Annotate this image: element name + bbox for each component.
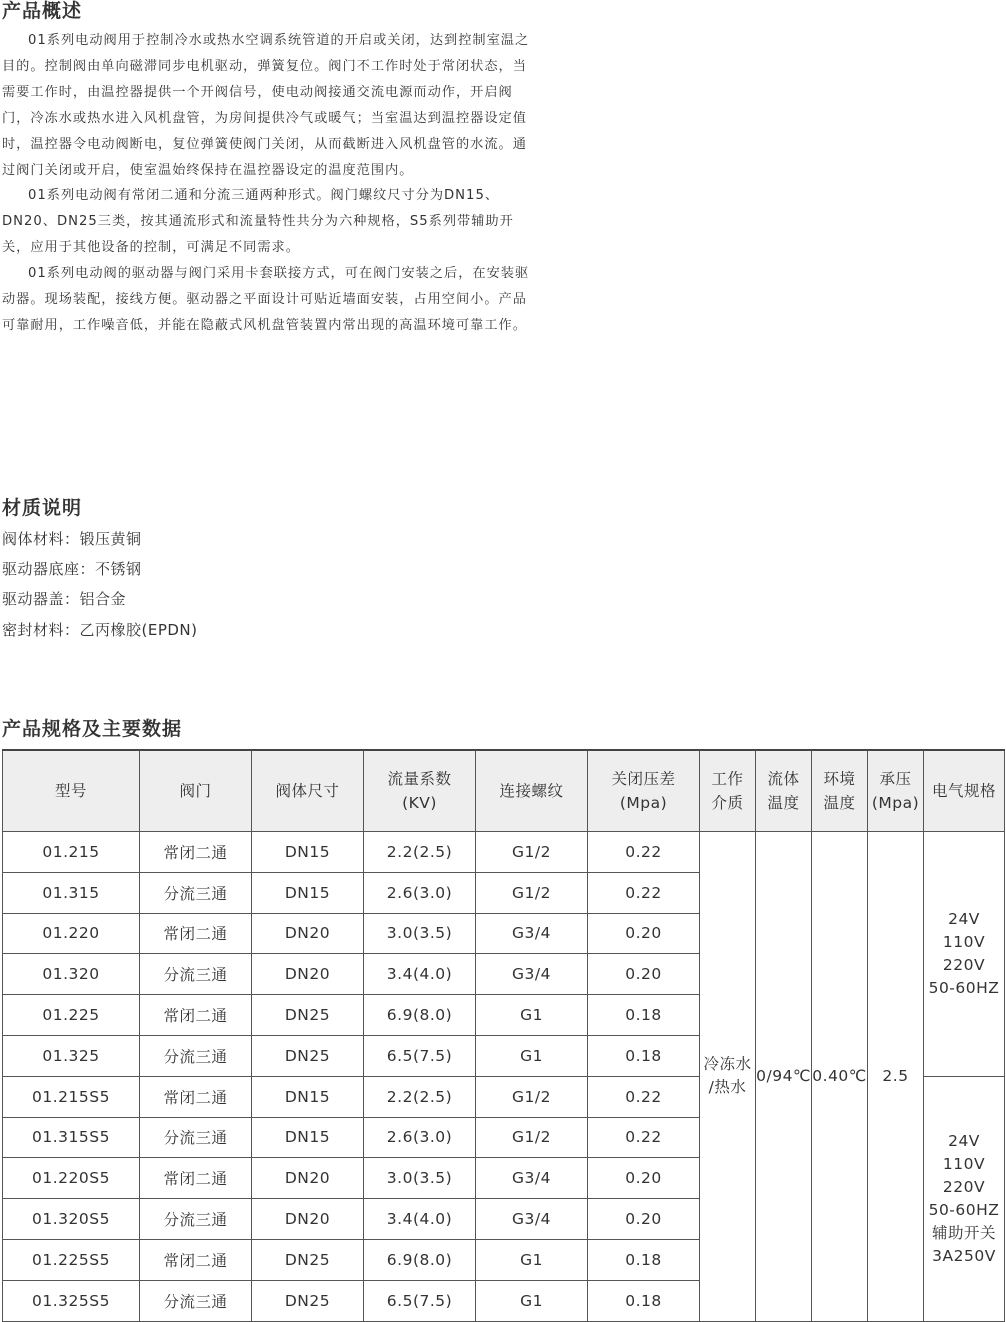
header-pressure-line2: (Mpa) <box>619 794 668 812</box>
electrical-line: 110V <box>942 1154 986 1173</box>
spec-header-row <box>3 750 1005 832</box>
header-model: 型号 <box>3 750 140 832</box>
cell-valve: 分流三通 <box>140 954 252 995</box>
cell-thread: G1 <box>476 995 588 1036</box>
cell-size: DN25 <box>252 995 364 1036</box>
cell-thread: G1 <box>476 1035 588 1076</box>
cell-thread: G3/4 <box>476 913 588 954</box>
cell-thread: G1/2 <box>476 872 588 913</box>
header-pressure <box>588 750 700 832</box>
cell-pressure: 0.22 <box>588 1076 700 1117</box>
cell-valve: 常闭二通 <box>140 995 252 1036</box>
cell-model: 01.315 <box>3 872 140 913</box>
header-pressure-line1: 关闭压差 <box>611 770 676 788</box>
cell-valve: 常闭二通 <box>140 1158 252 1199</box>
cell-size: DN20 <box>252 913 364 954</box>
table-row <box>3 832 1005 873</box>
cell-model: 01.320 <box>3 954 140 995</box>
cell-model: 01.225S5 <box>3 1239 140 1280</box>
cell-size: DN15 <box>252 832 364 873</box>
cell-thread: G3/4 <box>476 954 588 995</box>
header-kv-line1: 流量系数 <box>387 770 452 788</box>
materials-title: 材质说明 <box>2 497 83 519</box>
medium-line2: /热水 <box>708 1078 747 1097</box>
cell-ambient-temp: 0.40℃ <box>812 832 868 1322</box>
cell-model: 01.225 <box>3 995 140 1036</box>
cell-bearing-pressure: 2.5 <box>868 832 924 1322</box>
header-bearing-line2: (Mpa) <box>871 794 920 812</box>
overview-paragraph: 01系列电动阀有常闭二通和分流三通两种形式。阀门螺纹尺寸分为DN15、DN20、DN25三类，按其通流形式和流量特性共分为六种规格，S5系列带辅助开关，应用于其他设备的控制，可满足不同需求。 <box>2 188 514 256</box>
header-electrical: 电气规格 <box>924 750 1005 832</box>
header-medium <box>700 750 756 832</box>
cell-thread: G1/2 <box>476 832 588 873</box>
cell-size: DN20 <box>252 1158 364 1199</box>
cell-size: DN20 <box>252 1199 364 1240</box>
spec-table <box>2 749 1005 1322</box>
overview-paragraph: 01系列电动阀用于控制冷水或热水空调系统管道的开启或关闭，达到控制室温之目的。控制阀由单向磁滞同步电机驱动，弹簧复位。阀门不工作时处于常闭状态，当需要工作时，由温控器提供一个开阀信号，使电动阀接通交流电源而动作，开启阀门，冷冻水或热水进入风机盘管，为房间提供冷气或暖气；当室温达到温控器设定值时，温控器令电动阀断电，复位弹簧使阀门关闭，从而截断进入风机盘管的水流。通过阀门关闭或开启，使室温始终保持在温控器设定的温度范围内。 <box>2 33 530 178</box>
header-kv-line2: (KV) <box>402 794 437 812</box>
cell-pressure: 0.18 <box>588 995 700 1036</box>
materials-list <box>2 524 198 645</box>
cell-model: 01.215 <box>3 832 140 873</box>
overview-description <box>2 28 532 339</box>
electrical-line: 220V <box>942 955 986 974</box>
cell-valve: 分流三通 <box>140 1035 252 1076</box>
header-bearing-line1: 承压 <box>879 770 912 788</box>
cell-thread: G3/4 <box>476 1199 588 1240</box>
cell-kv: 6.9(8.0) <box>364 995 476 1036</box>
cell-medium <box>700 832 756 1322</box>
cell-thread: G3/4 <box>476 1158 588 1199</box>
cell-valve: 分流三通 <box>140 1199 252 1240</box>
cell-model: 01.220 <box>3 913 140 954</box>
cell-size: DN20 <box>252 954 364 995</box>
cell-thread: G1/2 <box>476 1076 588 1117</box>
cell-model: 01.325S5 <box>3 1280 140 1321</box>
cell-valve: 分流三通 <box>140 872 252 913</box>
cell-pressure: 0.20 <box>588 954 700 995</box>
header-valve: 阀门 <box>140 750 252 832</box>
cell-kv: 3.0(3.5) <box>364 1158 476 1199</box>
cell-kv: 6.9(8.0) <box>364 1239 476 1280</box>
cell-thread: G1 <box>476 1280 588 1321</box>
cell-kv: 2.2(2.5) <box>364 832 476 873</box>
electrical-line: 24V <box>948 909 980 928</box>
electrical-line: 220V <box>942 1177 986 1196</box>
cell-model: 01.220S5 <box>3 1158 140 1199</box>
cell-kv: 2.6(3.0) <box>364 872 476 913</box>
header-ambient-line2: 温度 <box>823 794 856 812</box>
cell-fluid-temp: 0/94℃ <box>756 832 812 1322</box>
cell-size: DN25 <box>252 1280 364 1321</box>
cell-pressure: 0.22 <box>588 832 700 873</box>
cell-kv: 3.4(4.0) <box>364 954 476 995</box>
cell-kv: 2.6(3.0) <box>364 1117 476 1158</box>
cell-kv: 6.5(7.5) <box>364 1280 476 1321</box>
header-fluid-line1: 流体 <box>767 770 800 788</box>
cell-electrical-standard <box>924 832 1005 1077</box>
cell-pressure: 0.20 <box>588 1158 700 1199</box>
cell-model: 01.320S5 <box>3 1199 140 1240</box>
electrical-line: 50-60HZ <box>928 978 1000 997</box>
cell-pressure: 0.22 <box>588 1117 700 1158</box>
material-item: 驱动器底座：不锈钢 <box>2 560 142 579</box>
cell-kv: 3.0(3.5) <box>364 913 476 954</box>
cell-kv: 2.2(2.5) <box>364 1076 476 1117</box>
header-medium-line1: 工作 <box>711 770 744 788</box>
cell-size: DN25 <box>252 1035 364 1076</box>
cell-valve: 常闭二通 <box>140 1076 252 1117</box>
header-bearing <box>868 750 924 832</box>
cell-size: DN25 <box>252 1239 364 1280</box>
electrical-line: 24V <box>948 1131 980 1150</box>
cell-model: 01.315S5 <box>3 1117 140 1158</box>
electrical-line: 50-60HZ <box>928 1200 1000 1219</box>
cell-valve: 常闭二通 <box>140 832 252 873</box>
cell-valve: 常闭二通 <box>140 1239 252 1280</box>
cell-valve: 分流三通 <box>140 1117 252 1158</box>
material-item: 密封材料：乙丙橡胶(EPDN) <box>2 620 198 639</box>
cell-electrical-s5 <box>924 1076 1005 1321</box>
cell-size: DN15 <box>252 872 364 913</box>
cell-size: DN15 <box>252 1117 364 1158</box>
material-item: 驱动器盖：铝合金 <box>2 590 127 609</box>
header-thread: 连接螺纹 <box>476 750 588 832</box>
header-medium-line2: 介质 <box>711 794 744 812</box>
cell-pressure: 0.22 <box>588 872 700 913</box>
cell-pressure: 0.20 <box>588 1199 700 1240</box>
cell-model: 01.325 <box>3 1035 140 1076</box>
header-fluid-line2: 温度 <box>767 794 800 812</box>
overview-paragraph: 01系列电动阀的驱动器与阀门采用卡套联接方式，可在阀门安装之后，在安装驱动器。现场装配，接线方便。驱动器之平面设计可贴近墙面安装，占用空间小。产品可靠耐用，工作噪音低，并能在隐蔽式风机盘管装置内常出现的高温环境可靠工作。 <box>2 266 530 333</box>
cell-pressure: 0.18 <box>588 1280 700 1321</box>
cell-thread: G1 <box>476 1239 588 1280</box>
electrical-line: 3A250V <box>932 1246 996 1265</box>
cell-pressure: 0.18 <box>588 1239 700 1280</box>
header-kv <box>364 750 476 832</box>
cell-valve: 分流三通 <box>140 1280 252 1321</box>
cell-kv: 3.4(4.0) <box>364 1199 476 1240</box>
cell-pressure: 0.18 <box>588 1035 700 1076</box>
electrical-line: 辅助开关 <box>931 1223 996 1242</box>
cell-valve: 常闭二通 <box>140 913 252 954</box>
specs-title: 产品规格及主要数据 <box>2 718 183 740</box>
medium-line1: 冷冻水 <box>703 1055 752 1074</box>
cell-model: 01.215S5 <box>3 1076 140 1117</box>
overview-title: 产品概述 <box>2 0 83 22</box>
header-size: 阀体尺寸 <box>252 750 364 832</box>
header-ambient-line1: 环境 <box>823 770 856 788</box>
electrical-line: 110V <box>942 932 986 951</box>
cell-size: DN15 <box>252 1076 364 1117</box>
material-item: 阀体材料：锻压黄铜 <box>2 530 142 548</box>
cell-pressure: 0.20 <box>588 913 700 954</box>
header-fluid-temp <box>756 750 812 832</box>
cell-thread: G1/2 <box>476 1117 588 1158</box>
cell-kv: 6.5(7.5) <box>364 1035 476 1076</box>
header-ambient-temp <box>812 750 868 832</box>
